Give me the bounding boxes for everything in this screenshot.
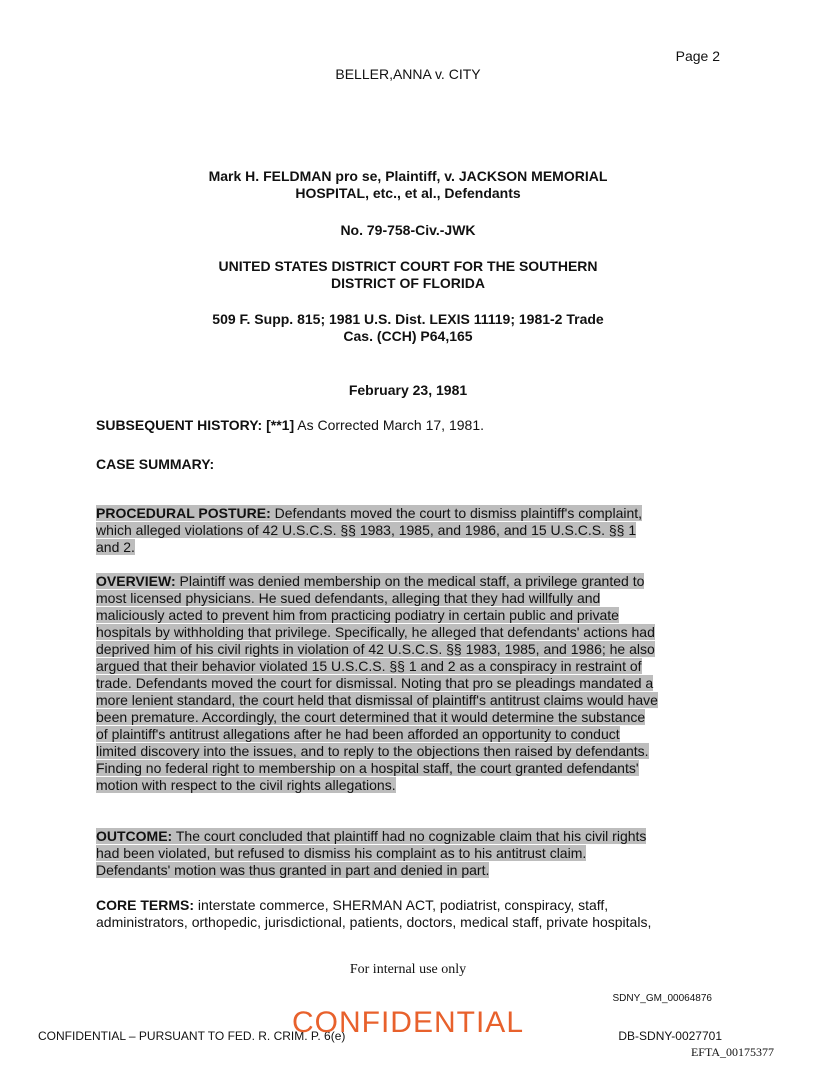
procedural-line: PROCEDURAL POSTURE: Defendants moved the court to dismiss plaintiff's complaint, xyxy=(96,505,643,521)
bates-number-sdny: SDNY_GM_00064876 xyxy=(612,993,712,1004)
overview-line: deprived him of his civil rights in violation of 42 U.S.C.S. §§ 1983, 1985, and 1986; he also xyxy=(96,641,655,657)
outcome xyxy=(96,828,722,879)
history-marker: [**1] xyxy=(266,417,295,433)
court-line1: UNITED STATES DISTRICT COURT FOR THE SOUTHERN xyxy=(218,258,598,274)
overview-line: of plaintiff's antitrust allegations after he had been afforded an opportunity to conduct xyxy=(96,726,620,742)
core-terms xyxy=(96,897,722,931)
overview-line: trade. Defendants moved the court for dismissal. Noting that pro se pleadings mandated a xyxy=(96,675,654,691)
case-summary-label: CASE SUMMARY: xyxy=(96,456,215,472)
procedural-label: PROCEDURAL POSTURE: xyxy=(96,505,271,521)
bates-number-db: DB-SDNY-0027701 xyxy=(618,1029,722,1043)
case-title xyxy=(140,168,676,202)
citation-line1: 509 F. Supp. 815; 1981 U.S. Dist. LEXIS 11119; 1981-2 Trade xyxy=(212,311,604,327)
overview-line: been premature. Accordingly, the court determined that it would determine the substance xyxy=(96,709,646,725)
outcome-line: had been violated, but refused to dismiss his complaint as to his antitrust claim. xyxy=(96,845,587,861)
outcome-line: OUTCOME: The court concluded that plaintiff had no cognizable claim that his civil rights xyxy=(96,828,647,844)
core-terms-line: CORE TERMS: interstate commerce, SHERMAN ACT, podiatrist, conspiracy, staff, xyxy=(96,897,609,913)
overview-line: hospitals by withholding that privilege. Specifically, he alleged that defendants' actions had xyxy=(96,624,655,640)
outcome-label: OUTCOME: xyxy=(96,828,173,844)
overview-line: maliciously acted to prevent him from practicing podiatry in certain public and private xyxy=(96,607,619,623)
core-terms-label: CORE TERMS: xyxy=(96,897,194,913)
bates-number-efta: EFTA_00175377 xyxy=(690,1045,774,1059)
procedural-line: and 2. xyxy=(96,539,135,555)
internal-use-notice: For internal use only xyxy=(349,962,467,977)
overview-line: more lenient standard, the court held that dismissal of plaintiff's antitrust claims would have xyxy=(96,692,658,708)
overview-line: most licensed physicians. He sued defendants, alleging that they had willfully and xyxy=(96,590,601,606)
subsequent-history xyxy=(96,417,722,434)
overview-label: OVERVIEW: xyxy=(96,573,176,589)
overview-line: motion with respect to the civil rights allegations. xyxy=(96,777,396,793)
overview-line: argued that their behavior violated 15 U.S.C.S. §§ 1 and 2 as a conspiracy in restraint of xyxy=(96,658,642,674)
court-line2: DISTRICT OF FLORIDA xyxy=(331,275,485,291)
confidential-stamp: CONFIDENTIAL xyxy=(291,1006,525,1039)
procedural-posture xyxy=(96,505,722,556)
core-terms-line: administrators, orthopedic, jurisdictional, patients, doctors, medical staff, private hospitals, xyxy=(96,914,652,930)
citation xyxy=(140,311,676,345)
docket-number: No. 79-758-Civ.-JWK xyxy=(340,222,476,238)
decision-date: February 23, 1981 xyxy=(348,382,468,398)
outcome-line: Defendants' motion was thus granted in part and denied in part. xyxy=(96,862,490,878)
overview-line: Finding no federal right to membership on a hospital staff, the court granted defendants' xyxy=(96,760,639,776)
citation-line2: Cas. (CCH) P64,165 xyxy=(343,328,473,344)
running-title: BELLER,ANNA v. CITY xyxy=(335,66,481,82)
overview-line: limited discovery into the issues, and to reply to the objections then raised by defendants. xyxy=(96,743,649,759)
case-title-line1: Mark H. FELDMAN pro se, Plaintiff, v. JACKSON MEMORIAL xyxy=(208,168,608,184)
overview-line: OVERVIEW: Plaintiff was denied membership on the medical staff, a privilege granted to xyxy=(96,573,645,589)
procedural-line: which alleged violations of 42 U.S.C.S. §§ 1983, 1985, and 1986, and 15 U.S.C.S. §§ 1 xyxy=(96,522,637,538)
overview xyxy=(96,573,722,794)
history-label: SUBSEQUENT HISTORY: xyxy=(96,417,263,433)
case-title-line2: HOSPITAL, etc., et al., Defendants xyxy=(295,185,521,201)
court-name xyxy=(140,258,676,292)
confidential-notice: CONFIDENTIAL – PURSUANT TO FED. R. CRIM. P. 6(e) xyxy=(38,1029,346,1043)
history-text: As Corrected March 17, 1981. xyxy=(297,417,484,433)
page-number: Page 2 xyxy=(675,48,720,64)
